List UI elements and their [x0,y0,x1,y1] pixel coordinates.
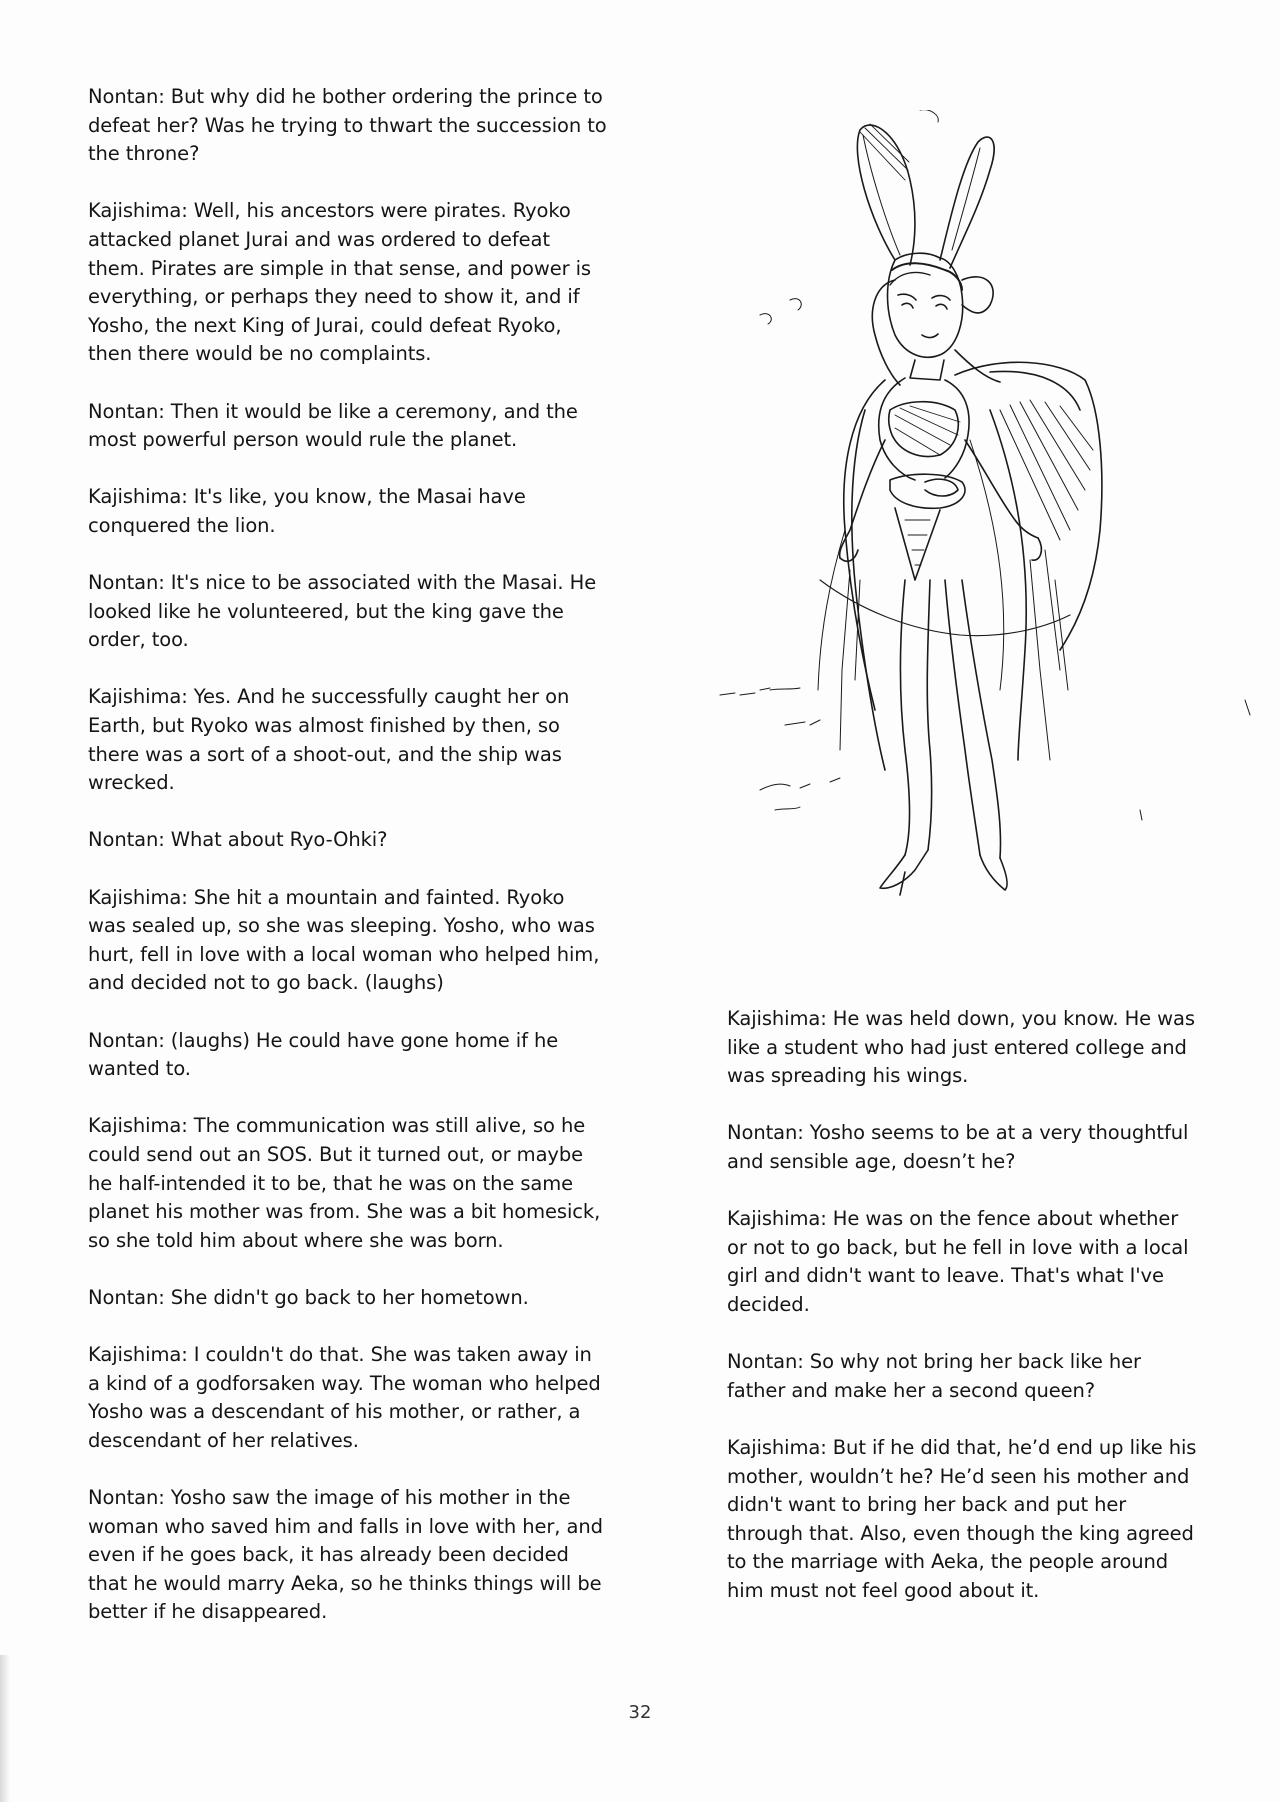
interview-paragraph: Nontan: Yosho saw the image of his mother in the woman who saved him and falls in love with her, and even if he goes back, it has already been decided that he would marry Aeka, so he thinks things will be better if he disappeared. [88,1486,603,1624]
sketch-guide-lines [720,110,1250,820]
legs [880,580,1007,895]
left-text-column [88,83,608,1656]
interview-paragraph: Kajishima: She hit a mountain and fainted. Ryoko was sealed up, so she was sleeping. Yosho, who was hurt, fell in love with a local woman who helped him, and decided not to go back. (laughs) [88,885,600,995]
interview-paragraph: Nontan: But why did he bother ordering the prince to defeat her? Was he trying to thwart the succession to the throne? [88,85,607,166]
interview-paragraph: Kajishima: Well, his ancestors were pirates. Ryoko attacked planet Jurai and was ordered to defeat them. Pirates are simple in that sense, and power is everything, or perhaps they need to show it, and if Yosho, the next King of Jurai, could defeat Ryoko, then there would be no complaints. [88,199,591,366]
interview-paragraph: Kajishima: But if he did that, he’d end up like his mother, wouldn’t he? He’d seen his mother and didn't want to bring her back and put her through that. Also, even though the king agreed to the marriage with Aeka, the people around him must not feel good about it. [727,1435,1197,1602]
character-sketch-illustration [700,110,1260,940]
interview-paragraph: Nontan: Then it would be like a ceremony, and the most powerful person would rule the planet. [88,399,578,452]
interview-paragraph: Nontan: It's nice to be associated with the Masai. He looked like he volunteered, but the king gave the order, too. [88,571,597,652]
interview-paragraph: Kajishima: I couldn't do that. She was taken away in a kind of a godforsaken way. The woman who helped Yosho was a descendant of his mother, or rather, a descendant of her relatives. [88,1343,601,1452]
interview-paragraph: Nontan: She didn't go back to her hometown. [88,1285,529,1309]
page-edge-shadow [0,1655,10,1802]
interview-paragraph: Nontan: So why not bring her back like her father and make her a second queen? [727,1350,1141,1402]
interview-paragraph: Nontan: (laughs) He could have gone home if he wanted to. [88,1028,559,1081]
interview-paragraph: Nontan: Yosho seems to be at a very thoughtful and sensible age, doesn’t he? [727,1121,1189,1173]
interview-paragraph: Kajishima: The communication was still alive, so he could send out an SOS. But it turned out, or maybe he half-intended it to be, that he was on the same planet his mother was from. She was a bit homesick, so she told him about where she was born. [88,1114,601,1252]
interview-paragraph: Kajishima: He was on the fence about whether or not to go back, but he fell in love with a local girl and didn't want to leave. That's what I've decided. [727,1207,1189,1316]
head [872,253,1000,385]
interview-paragraph: Kajishima: It's like, you know, the Masai have conquered the lion. [88,485,526,537]
interview-paragraph: Kajishima: Yes. And he successfully caught her on Earth, but Ryoko was almost finished by then, so there was a sort of a shoot-out, and the ship was wrecked. [88,685,570,795]
page-number: 32 [628,1702,652,1723]
interview-paragraph: Kajishima: He was held down, you know. He was like a student who had just entered college and was spreading his wings. [727,1007,1195,1088]
interview-paragraph: Nontan: What about Ryo-Ohki? [88,828,388,852]
bunny-ears [857,124,994,268]
right-text-column [727,1005,1197,1634]
torso [879,360,969,580]
